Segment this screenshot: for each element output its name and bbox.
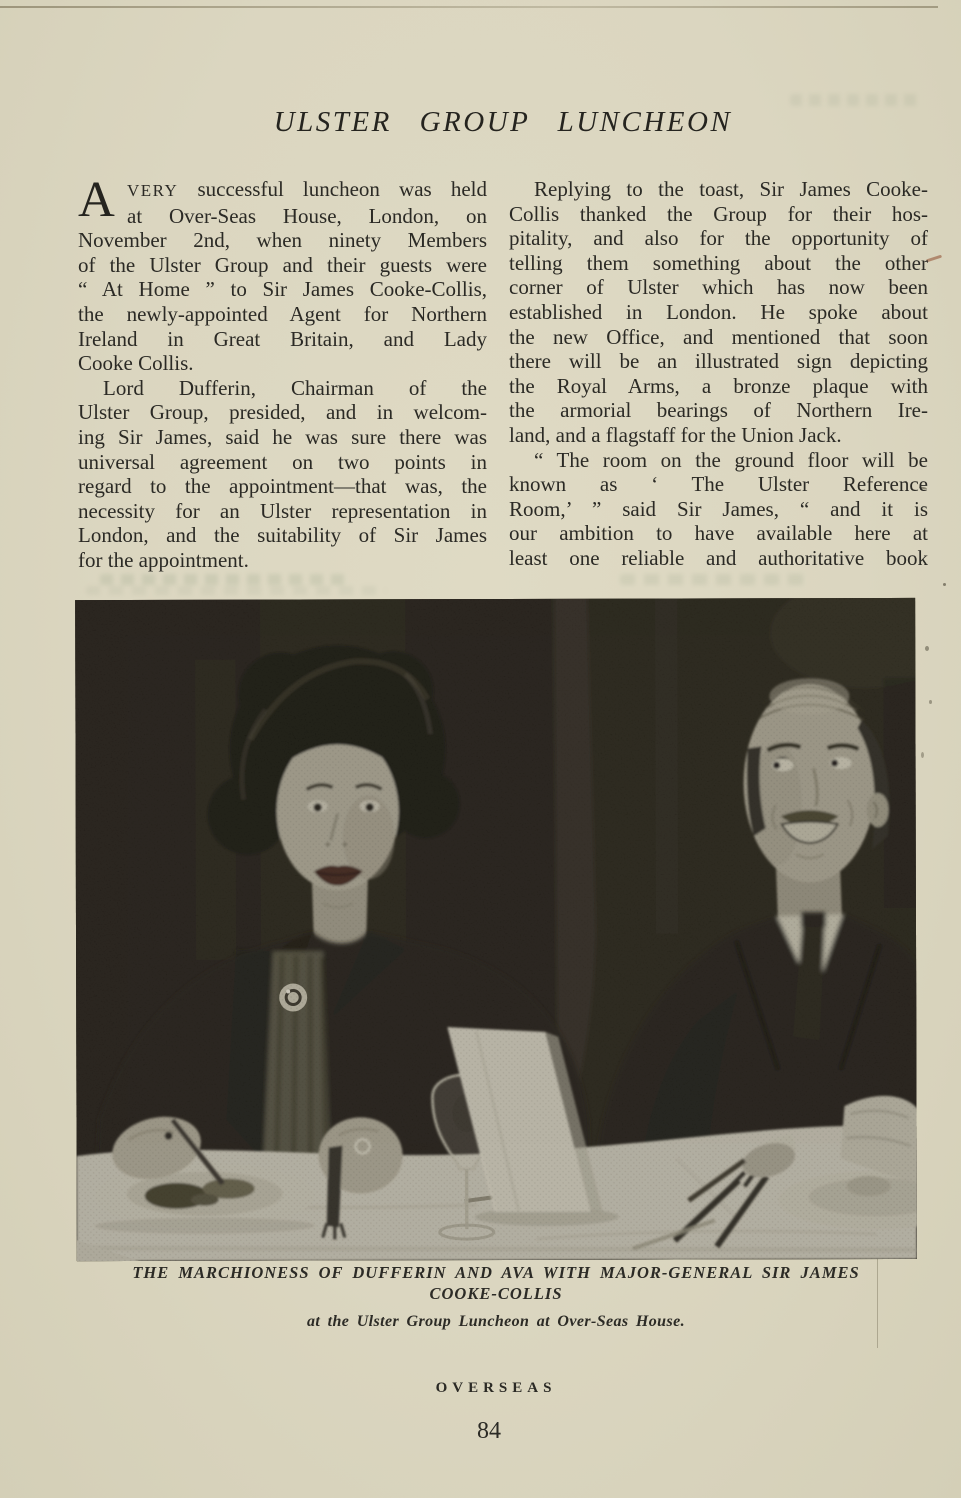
text-line: Replying to the toast, Sir James Cooke- [534, 177, 928, 201]
ink-speck [926, 255, 942, 263]
paragraph-lines [78, 204, 487, 376]
photo-caption [60, 1262, 932, 1331]
scan-edge-line [0, 6, 938, 8]
text-line: Ulster Group, presided, and in welcom- [78, 400, 487, 425]
text-line: our ambition to have available here at [509, 521, 928, 546]
luncheon-photo-illustration [75, 598, 917, 1261]
text-line: at Over-Seas House, London, on [127, 203, 487, 228]
paragraph [78, 376, 487, 573]
text-line: pitality, and also for the opportunity of [509, 226, 928, 251]
text-line: of the Ulster Group and their guests were [78, 252, 487, 277]
text-line: Ireland in Great Britain, and Lady [78, 326, 487, 351]
text-line: there will be an illustrated sign depicting [509, 349, 928, 374]
text-line: necessity for an Ulster representation in [78, 498, 487, 523]
text-line: “ The room on the ground floor will be [534, 447, 928, 472]
caption-subline: at the Ulster Group Luncheon at Over-Seas House. [307, 1313, 685, 1330]
text-line: Room,’ ” said Sir James, “ and it is [509, 496, 928, 521]
text-line: VERY successful luncheon was held [127, 177, 487, 201]
text-line: universal agreement on two points in [78, 449, 487, 474]
text-line: for the appointment. [78, 547, 249, 572]
text-line: land, and a flagstaff for the Union Jack. [509, 422, 842, 447]
bleed-through-smudge [620, 574, 810, 585]
left-text-column [78, 172, 487, 573]
text-line: regard to the appointment—that was, the [78, 474, 487, 499]
text-line: Cooke Collis. [78, 351, 194, 376]
page-number: 84 [477, 1418, 501, 1444]
journal-name-footer: OVERSEAS [435, 1380, 557, 1396]
text-line: least one reliable and authoritative book [509, 545, 928, 570]
right-text-column [509, 177, 928, 571]
ink-speck [929, 700, 932, 704]
paragraph [509, 177, 928, 448]
text-line: the armorial bearings of Northern Ire- [509, 398, 928, 423]
text-line: the newly-appointed Agent for Northern [78, 301, 487, 326]
text-line: November 2nd, when ninety Members [78, 228, 487, 253]
ink-speck [921, 752, 924, 758]
text-line: ing Sir James, said he was sure there was [78, 424, 487, 449]
text-line: London, and the suitability of Sir James [78, 523, 487, 548]
text-line: “ At Home ” to Sir James Cooke-Collis, [78, 277, 487, 302]
text-line: the Royal Arms, a bronze plaque with [509, 373, 928, 398]
text-line: corner of Ulster which has now been [509, 275, 928, 300]
text-line: established in London. He spoke about [509, 299, 928, 324]
caption-line: THE MARCHIONESS OF DUFFERIN AND AVA WITH MAJOR-GENERAL SIR JAMES [132, 1263, 860, 1282]
bleed-through-smudge [86, 586, 386, 595]
grain-light-overlay [75, 598, 917, 1261]
ink-speck [943, 583, 946, 586]
bleed-through-smudge [100, 574, 350, 585]
text-line: known as ‘ The Ulster Reference [509, 472, 928, 497]
paragraph [78, 172, 487, 376]
luncheon-photograph [75, 598, 917, 1261]
drop-cap: A [78, 172, 115, 228]
bleed-through-smudge [790, 94, 920, 106]
ink-speck [925, 646, 929, 651]
text-line: the new Office, and mentioned that soon [509, 324, 928, 349]
paragraph [509, 448, 928, 571]
caption-line: COOKE-COLLIS [429, 1284, 563, 1303]
text-line: Collis thanked the Group for their hos- [509, 201, 928, 226]
text-line: Lord Dufferin, Chairman of the [103, 375, 487, 400]
article-title: ULSTER GROUP LUNCHEON [273, 106, 733, 138]
text-line: telling them something about the other [509, 250, 928, 275]
